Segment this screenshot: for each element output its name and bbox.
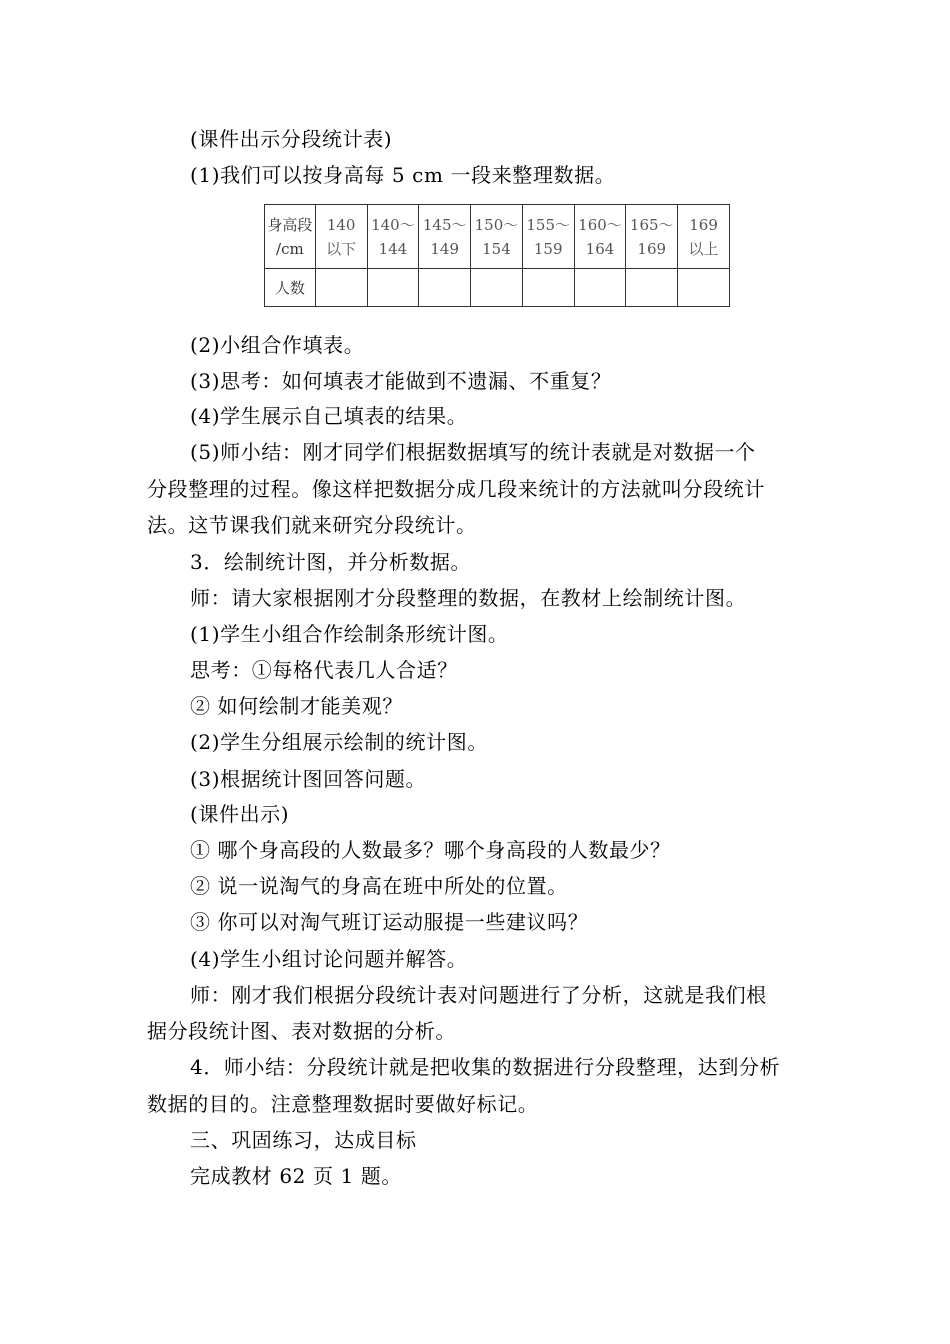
paragraph-line: (1)学生小组合作绘制条形统计图。 — [190, 622, 509, 646]
paragraph-line: 思考：①每格代表几人合适？ — [190, 658, 458, 682]
segment-header-cell: 140～ 144 — [367, 205, 419, 269]
paragraph-line: 师：请大家根据刚才分段整理的数据，在教材上绘制统计图。 — [190, 586, 747, 610]
section-heading: 3．绘制统计图，并分析数据。 — [190, 550, 472, 574]
count-cell — [678, 269, 730, 307]
count-cell — [315, 269, 367, 307]
paragraph-line: (2)小组合作填表。 — [190, 333, 365, 357]
paragraph-line: ② 如何绘制才能美观？ — [190, 694, 403, 718]
paragraph-line: 完成教材 62 页 1 题。 — [190, 1164, 403, 1188]
paragraph-line: (3)思考：如何填表才能做到不遗漏、不重复？ — [190, 369, 612, 393]
paragraph-line: 法。这节课我们就来研究分段统计。 — [147, 513, 477, 537]
section-heading: 三、巩固练习，达成目标 — [190, 1128, 417, 1152]
count-cell — [626, 269, 678, 307]
paragraph-line: ③ 你可以对淘气班订运动服提一些建议吗？ — [190, 910, 589, 934]
count-cell — [367, 269, 419, 307]
paragraph-line: 数据的目的。注意整理数据时要做好标记。 — [147, 1092, 539, 1116]
segment-header-cell: 140 以下 — [315, 205, 367, 269]
segment-header-cell: 165～ 169 — [626, 205, 678, 269]
table-count-row — [265, 269, 730, 307]
paragraph-line: (5)师小结：刚才同学们根据数据填写的统计表就是对数据一个 — [190, 440, 756, 464]
paragraph-line: (1)我们可以按身高每 5 cm 一段来整理数据。 — [190, 163, 616, 187]
segment-header-cell: 150～ 154 — [471, 205, 523, 269]
paragraph-line: (3)根据统计图回答问题。 — [190, 767, 427, 791]
count-cell — [471, 269, 523, 307]
table-header-label: 身高段 /cm — [265, 205, 316, 269]
paragraph-line: 据分段统计图、表对数据的分析。 — [147, 1019, 456, 1043]
paragraph-line: 分段整理的过程。像这样把数据分成几段来统计的方法就叫分段统计 — [147, 477, 765, 501]
count-cell — [574, 269, 626, 307]
paragraph-line: ② 说一说淘气的身高在班中所处的位置。 — [190, 874, 568, 898]
count-cell — [419, 269, 471, 307]
paragraph-line: 师：刚才我们根据分段统计表对问题进行了分析，这就是我们根 — [190, 983, 767, 1007]
segment-header-cell: 155～ 159 — [522, 205, 574, 269]
segment-header-cell: 145～ 149 — [419, 205, 471, 269]
paragraph-line: (课件出示) — [190, 802, 290, 826]
paragraph-line: (4)学生展示自己填表的结果。 — [190, 404, 468, 428]
paragraph-line: (课件出示分段统计表) — [190, 127, 393, 151]
paragraph-line: (4)学生小组讨论问题并解答。 — [190, 947, 468, 971]
segment-header-cell: 169 以上 — [678, 205, 730, 269]
paragraph-line: ① 哪个身高段的人数最多？哪个身高段的人数最少？ — [190, 838, 671, 862]
segment-header-cell: 160～ 164 — [574, 205, 626, 269]
paragraph-line: (2)学生分组展示绘制的统计图。 — [190, 730, 488, 754]
height-segment-table — [264, 204, 730, 307]
paragraph-line: 4．师小结：分段统计就是把收集的数据进行分段整理，达到分析 — [190, 1055, 781, 1079]
count-cell — [522, 269, 574, 307]
count-row-label: 人数 — [265, 269, 316, 307]
table-header-row — [265, 205, 730, 269]
